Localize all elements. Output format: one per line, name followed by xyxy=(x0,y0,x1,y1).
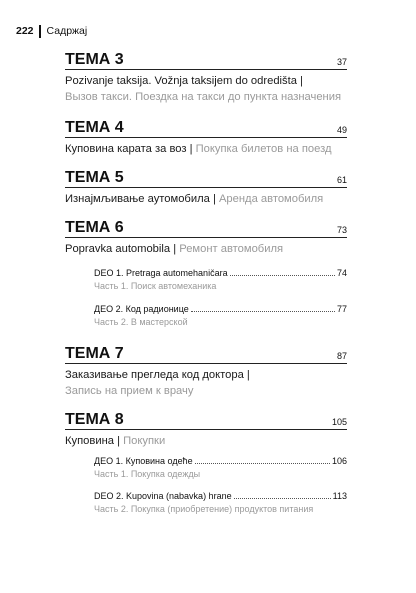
running-header xyxy=(16,24,87,38)
topic-title-sr: Куповина xyxy=(65,435,114,447)
topic-title-ru: Запись на прием к врачу xyxy=(65,385,194,397)
part-label: DEO 1. Pretraga automehaničara xyxy=(94,268,228,278)
toc-part-6-1[interactable] xyxy=(94,266,347,292)
topic-title-ru: Аренда автомобиля xyxy=(218,193,324,205)
topic-heading-line xyxy=(65,343,347,364)
topic-title-sr: Изнајмљивање аутомобила xyxy=(65,193,210,205)
topic-title xyxy=(65,242,347,256)
toc-topic-4[interactable] xyxy=(65,117,347,156)
title-separator: | xyxy=(189,143,193,155)
part-page-number: 74 xyxy=(336,268,347,278)
topic-title-ru: Покупки xyxy=(123,435,166,447)
part-label-ru: Часть 2. В мастерской xyxy=(94,317,188,327)
topic-page-number: 105 xyxy=(331,417,347,427)
part-page-number: 106 xyxy=(331,456,347,466)
header-divider xyxy=(39,25,41,38)
toc-topic-8[interactable] xyxy=(65,409,347,448)
topic-label: ТЕМА 3 xyxy=(65,51,124,68)
topic-title xyxy=(65,142,347,156)
toc-part-6-2[interactable] xyxy=(94,302,347,328)
topic-label: ТЕМА 5 xyxy=(65,169,124,186)
header-title: Садржај xyxy=(46,25,88,37)
topic-title xyxy=(65,192,347,206)
topic-heading-line xyxy=(65,167,347,188)
topic-title-ru: Ремонт автомобиля xyxy=(179,243,284,255)
toc-topic-5[interactable] xyxy=(65,167,347,206)
topic-heading-line xyxy=(65,117,347,138)
topic-page-number: 61 xyxy=(336,175,347,185)
part-label: ДЕО 2. Код радионице xyxy=(94,304,189,314)
topic-page-number: 37 xyxy=(336,57,347,67)
title-separator: | xyxy=(173,243,177,255)
toc-part-8-1[interactable] xyxy=(94,454,347,480)
title-separator: | xyxy=(212,193,216,205)
part-page-number: 113 xyxy=(332,491,347,501)
part-label-ru: Часть 1. Поиск автомеханика xyxy=(94,281,217,291)
topic-title-sr: Куповина карата за воз xyxy=(65,143,187,155)
part-line xyxy=(94,489,347,501)
topic-title-sr: Popravka automobila xyxy=(65,243,171,255)
topic-title-sr: Pozivanje taksija. Vožnja taksijem do odredišta | xyxy=(65,75,303,87)
topic-heading-line xyxy=(65,217,347,238)
topic-page-number: 49 xyxy=(336,125,347,135)
topic-label: ТЕМА 6 xyxy=(65,219,124,236)
topic-label: ТЕМА 4 xyxy=(65,119,124,136)
topic-title xyxy=(65,434,347,448)
topic-title-sr: Заказивање прегледа код доктора | xyxy=(65,369,250,381)
leader-dots xyxy=(230,266,335,276)
leader-dots xyxy=(234,489,331,499)
topic-title-ru: Вызов такси. Поездка на такси до пункта назначения xyxy=(65,91,342,103)
page-number: 222 xyxy=(16,25,34,37)
topic-label: ТЕМА 7 xyxy=(65,345,124,362)
topic-label: ТЕМА 8 xyxy=(65,411,124,428)
toc-topic-6[interactable] xyxy=(65,217,347,256)
part-label: ДЕО 1. Куповина одеће xyxy=(94,456,193,466)
part-label-ru: Часть 1. Покупка одежды xyxy=(94,469,201,479)
part-label-ru: Часть 2. Покупка (приобретение) продуктов питания xyxy=(94,504,314,514)
toc-topic-7[interactable] xyxy=(65,343,347,398)
part-label: DEO 2. Kupovina (nabavka) hrane xyxy=(94,491,232,501)
part-line xyxy=(94,302,347,314)
part-line xyxy=(94,266,347,278)
topic-page-number: 87 xyxy=(336,351,347,361)
part-line xyxy=(94,454,347,466)
toc-topic-3[interactable] xyxy=(65,49,347,104)
topic-heading-line xyxy=(65,409,347,430)
topic-page-number: 73 xyxy=(336,225,347,235)
leader-dots xyxy=(195,454,330,464)
title-separator: | xyxy=(117,435,120,447)
toc-part-8-2[interactable] xyxy=(94,489,347,515)
part-page-number: 77 xyxy=(336,304,347,314)
topic-heading-line xyxy=(65,49,347,70)
leader-dots xyxy=(191,302,335,312)
topic-title-ru: Покупка билетов на поезд xyxy=(195,143,332,155)
